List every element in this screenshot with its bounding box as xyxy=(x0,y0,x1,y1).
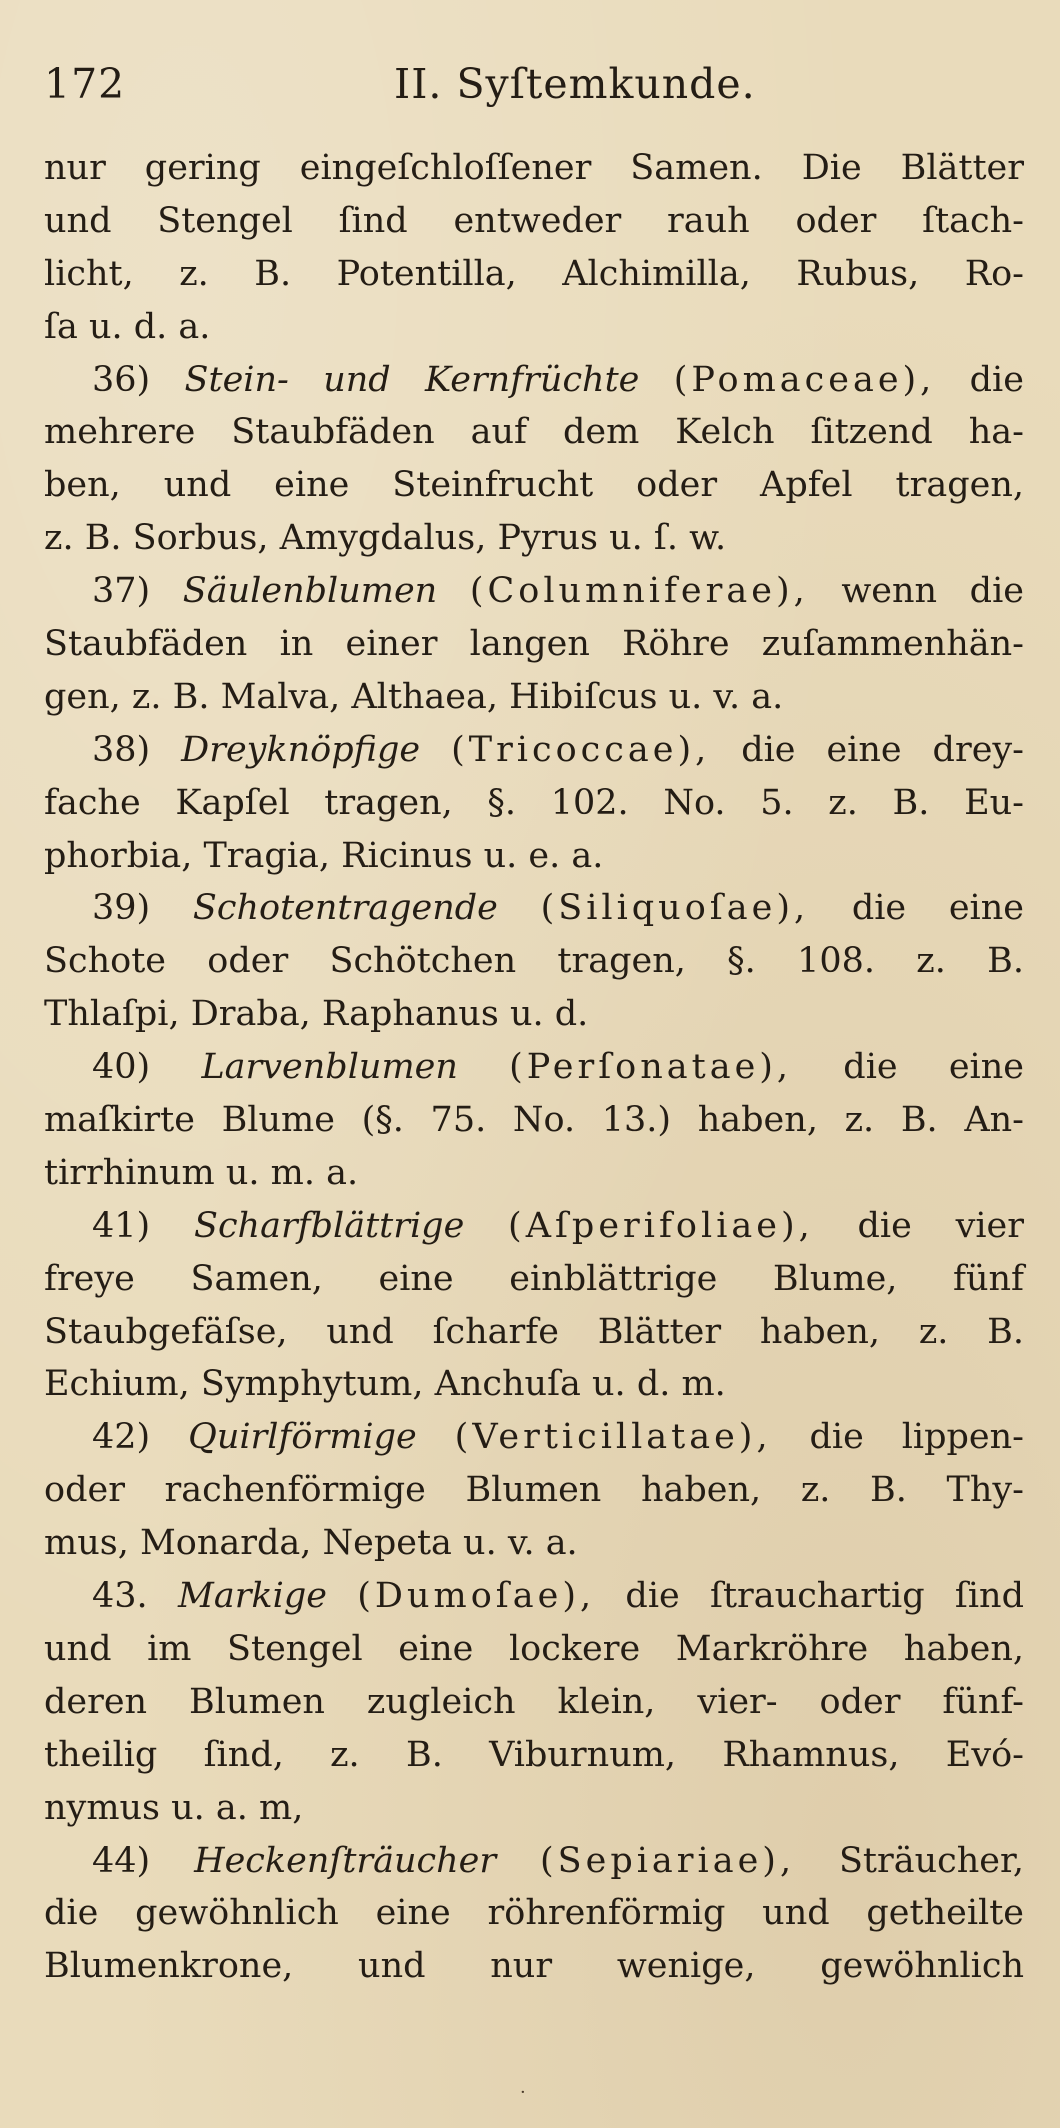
entry-term: Scharfblättrige xyxy=(193,1205,465,1246)
entry-term: Schotentragende xyxy=(192,888,498,929)
text-line xyxy=(44,354,1024,407)
entry-latin-name: (Pomaceae), xyxy=(673,359,936,400)
entry-tail: die eine drey- xyxy=(741,729,1024,770)
entry-tail: die vier xyxy=(857,1205,1024,1246)
entry-number: 37) xyxy=(92,571,151,612)
text-line xyxy=(44,1041,1024,1094)
text-line: theilig ſind, z. B. Viburnum, Rhamnus, Evó- xyxy=(44,1734,1024,1775)
entry-number: 44) xyxy=(92,1840,151,1881)
entry-number: 39) xyxy=(92,888,151,929)
text-line: ben, und eine Steinfrucht oder Apfel tragen, xyxy=(44,465,1024,506)
entry-latin-name: (Verticillatae), xyxy=(454,1417,772,1458)
text-line: freye Samen, eine einblättrige Blume, fünf xyxy=(44,1258,1024,1299)
text-line: und Stengel ſind entweder rauh oder ſtach- xyxy=(44,200,1024,241)
page-header xyxy=(44,60,1020,120)
entry-latin-name: (Siliquoſae), xyxy=(540,888,810,929)
entry-term: Stein- und Kernfrüchte xyxy=(184,359,640,400)
entry-latin-name: (Perſonatae), xyxy=(509,1047,793,1088)
entry-tail: die xyxy=(969,359,1024,400)
text-line: mus, Monarda, Nepeta u. v. a. xyxy=(44,1523,578,1564)
text-line xyxy=(44,565,1024,618)
entry-tail: wenn die xyxy=(841,571,1024,612)
text-line: gen, z. B. Malva, Althaea, Hibiſcus u. v. a. xyxy=(44,676,784,717)
text-line xyxy=(44,1200,1024,1253)
entry-term: Heckenſträucher xyxy=(194,1840,497,1881)
entry-number: 41) xyxy=(92,1205,151,1246)
text-line: z. B. Sorbus, Amygdalus, Pyrus u. ſ. w. xyxy=(44,518,727,559)
text-line xyxy=(44,724,1024,777)
entry-tail: die lippen- xyxy=(809,1417,1024,1458)
entry-tail: die ſtrauchartig ſind xyxy=(625,1576,1024,1617)
entry-term: Dreyknöpfige xyxy=(181,729,421,770)
entry-tail: Sträucher, xyxy=(838,1840,1024,1881)
text-line: und im Stengel eine lockere Markröhre haben, xyxy=(44,1628,1024,1669)
entry-number: 38) xyxy=(92,729,151,770)
text-line: licht, z. B. Potentilla, Alchimilla, Rubus, Ro- xyxy=(44,253,1024,294)
entry-tail: die eine xyxy=(843,1047,1024,1088)
entry-term: Markige xyxy=(177,1576,327,1617)
text-line: die gewöhnlich eine röhrenförmig und getheilte xyxy=(44,1893,1024,1934)
text-line: Thlaſpi, Draba, Raphanus u. d. xyxy=(44,994,589,1035)
entry-latin-name: (Aſperifoliae), xyxy=(508,1205,814,1246)
entry-term: Larvenblumen xyxy=(201,1047,458,1088)
body-text xyxy=(44,142,1024,1993)
text-line: maſkirte Blume (§. 75. No. 13.) haben, z. B. An- xyxy=(44,1100,1024,1141)
text-line: Staubfäden in einer langen Röhre zuſammenhän- xyxy=(44,624,1024,665)
text-line xyxy=(44,1570,1024,1623)
text-line: oder rachenförmige Blumen haben, z. B. Thy- xyxy=(44,1470,1024,1511)
text-line: nur gering eingeſchloſſener Samen. Die Blätter xyxy=(44,148,1024,188)
page-number: 172 xyxy=(44,60,126,108)
entry-latin-name: (Dumoſae), xyxy=(357,1576,596,1617)
text-line: Blumenkrone, und nur wenige, gewöhnlich xyxy=(44,1946,1024,1987)
entry-latin-name: (Columniferae), xyxy=(469,571,809,612)
entry-term: Säulenblumen xyxy=(182,571,438,612)
entry-number: 42) xyxy=(92,1417,151,1458)
entry-latin-name: (Sepiariae), xyxy=(539,1840,796,1881)
text-line: mehrere Staubfäden auf dem Kelch ſitzend ha- xyxy=(44,412,1024,453)
text-line: deren Blumen zugleich klein, vier- oder fünf- xyxy=(44,1681,1024,1722)
entry-number: 40) xyxy=(92,1047,151,1088)
text-line: Staubgefäſse, und ſcharfe Blätter haben, z. B. xyxy=(44,1311,1024,1352)
ink-speck: · xyxy=(520,2082,526,2103)
text-line: Echium, Symphytum, Anchuſa u. d. m. xyxy=(44,1364,726,1405)
text-line: nymus u. a. m, xyxy=(44,1787,304,1828)
text-line: Schote oder Schötchen tragen, §. 108. z. B. xyxy=(44,941,1024,982)
text-line xyxy=(44,1835,1024,1888)
text-line: phorbia, Tragia, Ricinus u. e. a. xyxy=(44,835,604,876)
entry-tail: die eine xyxy=(851,888,1024,929)
text-line: ſa u. d. a. xyxy=(44,306,211,347)
text-line xyxy=(44,1411,1024,1464)
entry-number: 36) xyxy=(92,359,151,400)
entry-term: Quirlförmige xyxy=(188,1417,417,1458)
text-line: fache Kapſel tragen, §. 102. No. 5. z. B. Eu- xyxy=(44,782,1024,823)
running-head: II. Syſtemkunde. xyxy=(394,60,756,108)
text-line: tirrhinum u. m. a. xyxy=(44,1152,359,1193)
text-line xyxy=(44,882,1024,935)
entry-number: 43. xyxy=(92,1576,148,1617)
entry-latin-name: (Tricoccae), xyxy=(451,729,711,770)
